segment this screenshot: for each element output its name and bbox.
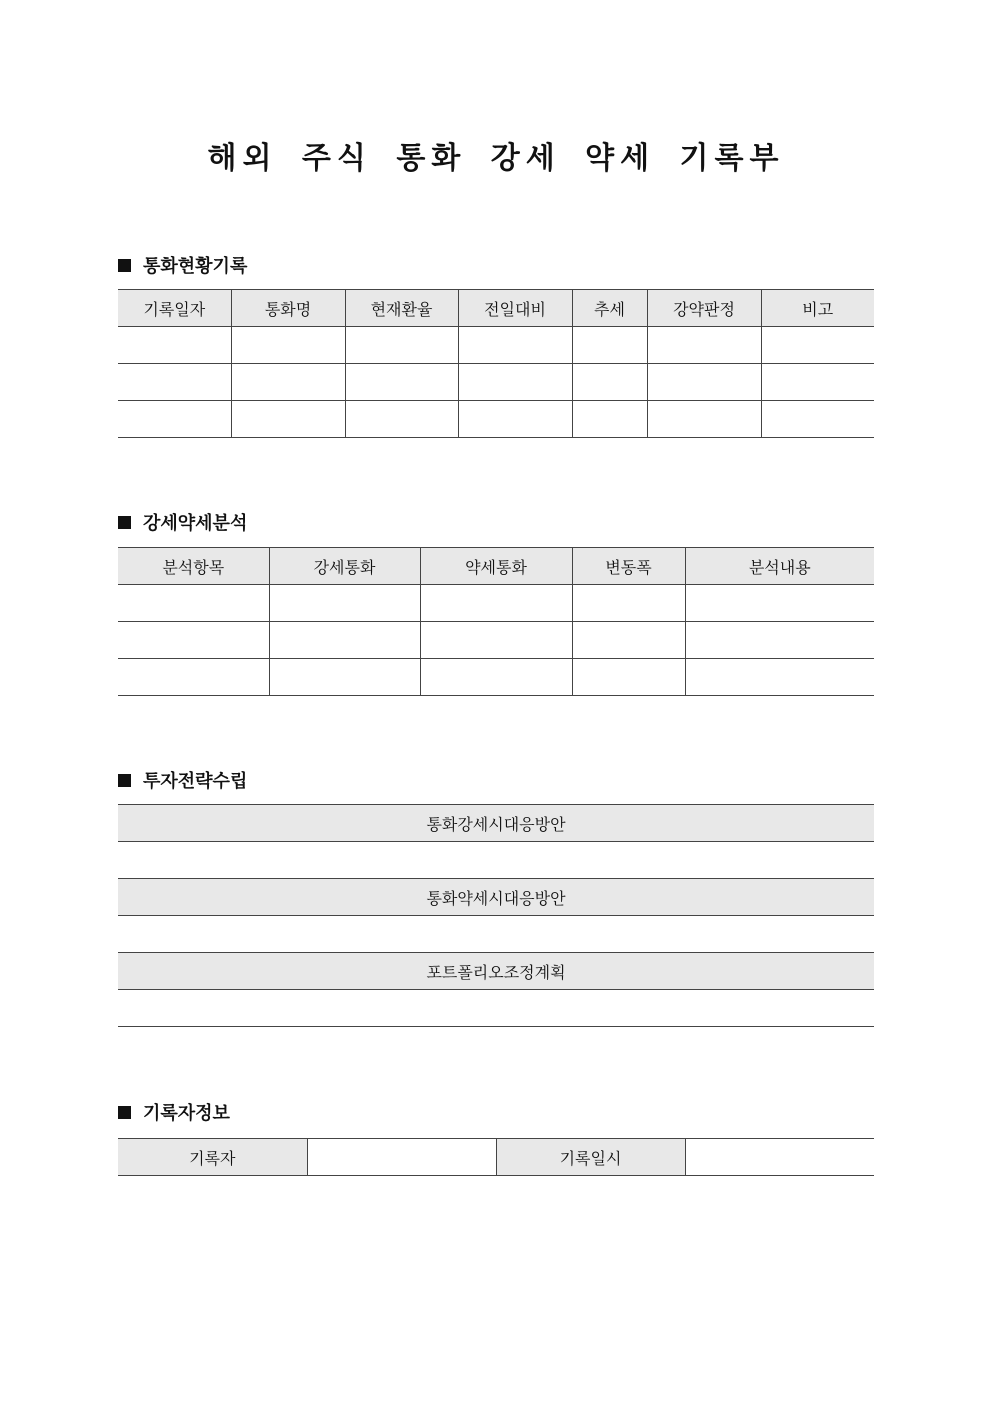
section-heading-strength-analysis	[118, 509, 247, 535]
table-row	[118, 401, 874, 438]
strategy-content-strength[interactable]	[118, 842, 874, 879]
table-cell[interactable]	[685, 659, 874, 696]
table-cell[interactable]	[118, 659, 269, 696]
column-header: 분석내용	[685, 548, 874, 585]
table-cell[interactable]	[685, 585, 874, 622]
table-cell[interactable]	[231, 364, 345, 401]
table-cell[interactable]	[269, 585, 420, 622]
column-header: 강약판정	[647, 290, 761, 327]
strategy-label-strength: 통화강세시대응방안	[118, 805, 874, 842]
column-header: 강세통화	[269, 548, 420, 585]
table-header-row	[118, 290, 874, 327]
table-cell[interactable]	[458, 364, 572, 401]
table-cell[interactable]	[269, 622, 420, 659]
strategy-label-weakness: 통화약세시대응방안	[118, 879, 874, 916]
square-bullet-icon	[118, 1106, 131, 1119]
table-row	[118, 622, 874, 659]
strategy-content-row	[118, 842, 874, 879]
strategy-content-weakness[interactable]	[118, 916, 874, 953]
table-cell[interactable]	[118, 364, 231, 401]
strength-analysis-table	[118, 547, 874, 696]
table-cell[interactable]	[685, 622, 874, 659]
strategy-content-portfolio[interactable]	[118, 990, 874, 1027]
table-header-row	[118, 548, 874, 585]
table-cell[interactable]	[231, 401, 345, 438]
section-title: 강세약세분석	[143, 513, 248, 534]
strategy-content-row	[118, 916, 874, 953]
table-cell[interactable]	[420, 622, 572, 659]
column-header: 기록일자	[118, 290, 231, 327]
page-title: 해외 주식 통화 강세 약세 기록부	[207, 141, 785, 176]
table-cell[interactable]	[345, 364, 458, 401]
column-header: 분석항목	[118, 548, 269, 585]
section-title: 통화현황기록	[143, 256, 248, 277]
square-bullet-icon	[118, 259, 131, 272]
table-cell[interactable]	[647, 364, 761, 401]
table-cell[interactable]	[761, 364, 874, 401]
table-row	[118, 364, 874, 401]
datetime-label: 기록일시	[496, 1139, 685, 1176]
table-cell[interactable]	[572, 659, 685, 696]
section-heading-recorder-info	[118, 1099, 230, 1125]
section-title: 기록자정보	[143, 1103, 230, 1124]
table-cell[interactable]	[118, 622, 269, 659]
section-heading-currency-status	[118, 252, 247, 278]
recorder-value-field[interactable]	[307, 1139, 496, 1176]
table-row	[118, 659, 874, 696]
column-header: 전일대비	[458, 290, 572, 327]
table-cell[interactable]	[420, 659, 572, 696]
table-cell[interactable]	[458, 401, 572, 438]
column-header: 추세	[572, 290, 647, 327]
column-header: 통화명	[231, 290, 345, 327]
column-header: 비고	[761, 290, 874, 327]
column-header: 현재환율	[345, 290, 458, 327]
strategy-label-portfolio: 포트폴리오조정계획	[118, 953, 874, 990]
table-cell[interactable]	[647, 401, 761, 438]
table-cell[interactable]	[572, 401, 647, 438]
column-header: 변동폭	[572, 548, 685, 585]
table-cell[interactable]	[345, 327, 458, 364]
section-heading-investment-strategy	[118, 767, 247, 793]
table-cell[interactable]	[572, 327, 647, 364]
strategy-label-row	[118, 953, 874, 990]
table-cell[interactable]	[118, 401, 231, 438]
square-bullet-icon	[118, 774, 131, 787]
table-row	[118, 585, 874, 622]
datetime-value-field[interactable]	[685, 1139, 874, 1176]
recorder-label: 기록자	[118, 1139, 307, 1176]
table-cell[interactable]	[231, 327, 345, 364]
currency-status-table	[118, 289, 874, 438]
section-title: 투자전략수립	[143, 771, 248, 792]
table-cell[interactable]	[118, 327, 231, 364]
table-cell[interactable]	[118, 585, 269, 622]
column-header: 약세통화	[420, 548, 572, 585]
strategy-content-row	[118, 990, 874, 1027]
table-row	[118, 327, 874, 364]
strategy-label-row	[118, 805, 874, 842]
investment-strategy-table	[118, 804, 874, 1027]
table-cell[interactable]	[572, 622, 685, 659]
table-cell[interactable]	[269, 659, 420, 696]
table-cell[interactable]	[420, 585, 572, 622]
square-bullet-icon	[118, 516, 131, 529]
strategy-label-row	[118, 879, 874, 916]
table-cell[interactable]	[761, 327, 874, 364]
table-cell[interactable]	[458, 327, 572, 364]
table-cell[interactable]	[345, 401, 458, 438]
table-cell[interactable]	[647, 327, 761, 364]
recorder-info-table	[118, 1138, 874, 1176]
table-cell[interactable]	[572, 364, 647, 401]
recorder-row	[118, 1139, 874, 1176]
table-cell[interactable]	[572, 585, 685, 622]
table-cell[interactable]	[761, 401, 874, 438]
